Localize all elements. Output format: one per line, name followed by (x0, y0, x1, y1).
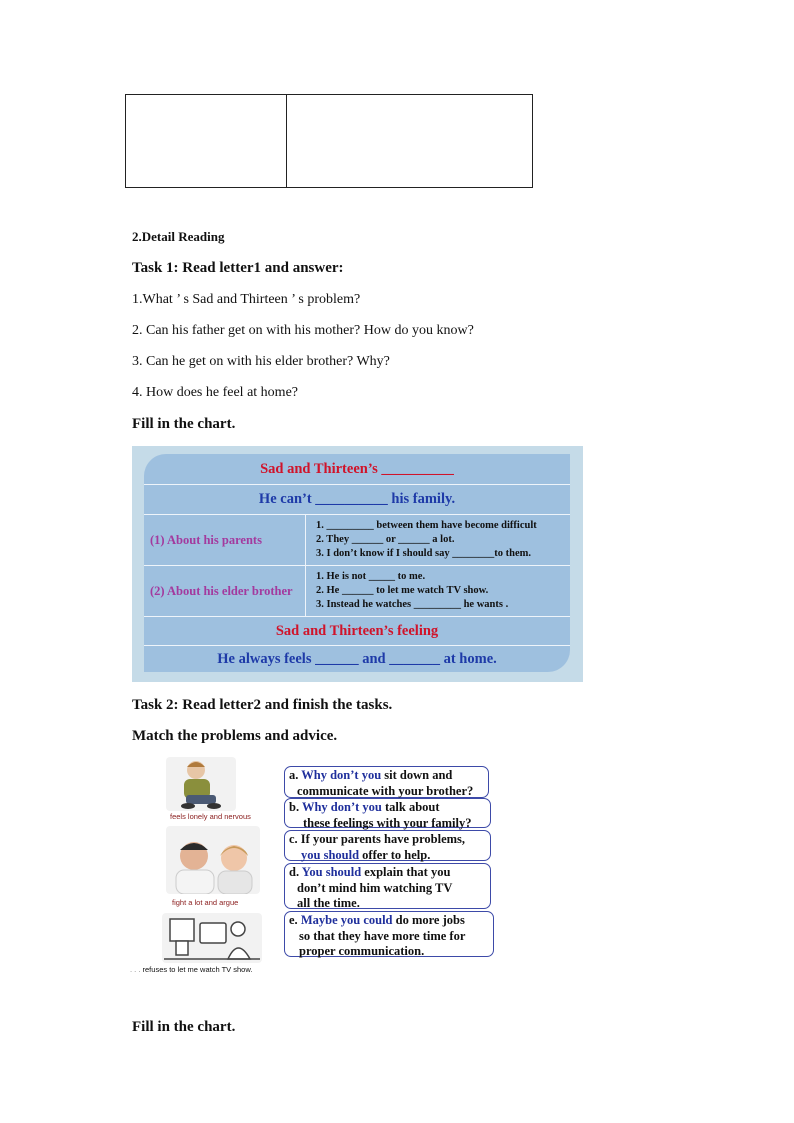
advice-c[interactable] (284, 830, 491, 861)
match-label: Match the problems and advice. (132, 728, 338, 744)
brother-line-2: 2. He ______ to let me watch TV show. (316, 585, 489, 596)
advice-e-prefix: e. (289, 913, 301, 927)
problem-chart (132, 446, 583, 682)
advice-c-keyword: you should (301, 847, 360, 862)
advice-e-rest: do more jobs (392, 913, 465, 927)
advice-d-line3: all the time. (297, 896, 360, 910)
advice-e[interactable] (284, 911, 494, 957)
advice-b-rest: talk about (381, 800, 440, 814)
advice-c-prefix: c. If your parents have problems, (289, 832, 466, 846)
brother-line-3: 3. Instead he watches _________ he wants . (316, 599, 509, 610)
arguing-parents-image (166, 826, 260, 894)
empty-table (125, 94, 533, 188)
chart-row-parents (144, 515, 570, 566)
question-3: 3. Can he get on with his elder brother? Why? (132, 354, 390, 369)
advice-d-line2: don’t mind him watching TV (297, 880, 453, 895)
advice-d[interactable] (284, 863, 491, 909)
caption-argue: fight a lot and argue (172, 898, 239, 907)
problem-chart-panel (144, 454, 570, 672)
advice-e-keyword: Maybe you could (300, 913, 393, 927)
parents-label: (1) About his parents (144, 515, 306, 565)
advice-b-prefix: b. (289, 800, 302, 814)
advice-b-keyword: Why don’t you (301, 800, 382, 814)
chart-row-feels: He always feels ______ and _______ at home. (217, 650, 497, 667)
brother-label: (2) About his elder brother (144, 566, 306, 616)
caption-lonely: feels lonely and nervous (170, 812, 251, 821)
advice-d-keyword: You should (301, 865, 362, 879)
parents-line-3: 3. I don’t know if I should say ________to them. (316, 548, 531, 559)
advice-a-keyword: Why don’t you (301, 768, 382, 782)
advice-c-rest: offer to help. (359, 847, 431, 862)
question-4: 4. How does he feel at home? (132, 385, 298, 400)
tv-image (162, 913, 262, 963)
caption-tv-text: refuses to let me watch TV show. (142, 965, 253, 974)
chart-row-brother (144, 566, 570, 617)
brother-details (308, 566, 570, 616)
lonely-boy-image (166, 757, 236, 811)
advice-a-prefix: a. (289, 768, 302, 782)
tv-icon (162, 913, 262, 963)
fill-chart-bottom: Fill in the chart. (132, 1019, 236, 1035)
advice-a[interactable] (284, 766, 489, 798)
arguing-parents-icon (166, 826, 260, 894)
section-heading: 2.Detail Reading (132, 229, 225, 244)
advice-a-line2: communicate with your brother? (297, 783, 474, 798)
lonely-boy-icon (166, 757, 236, 811)
chart-row-problem: Sad and Thirteen’s __________ (144, 454, 570, 485)
caption-tv-dots: . . . (130, 965, 143, 974)
question-1: 1.What ’ s Sad and Thirteen ’ s problem? (132, 292, 361, 307)
advice-e-line2: so that they have more time for (299, 928, 466, 943)
parents-details (308, 515, 570, 565)
chart-row-feeling: Sad and Thirteen’s feeling (144, 617, 570, 646)
chart-row-cant: He can’t __________ his family. (144, 485, 570, 515)
caption-tv (130, 965, 252, 974)
task2-title: Task 2: Read letter2 and finish the tasks. (132, 697, 393, 713)
parents-line-1: 1. _________ between them have become difficult (316, 520, 537, 531)
question-2: 2. Can his father get on with his mother? How do you know? (132, 323, 474, 338)
advice-e-line3: proper communication. (299, 944, 425, 958)
advice-d-rest: explain that you (361, 865, 451, 879)
parents-line-2: 2. They ______ or ______ a lot. (316, 534, 455, 545)
advice-b[interactable] (284, 798, 491, 828)
task1-title: Task 1: Read letter1 and answer: (132, 260, 344, 276)
brother-line-1: 1. He is not _____ to me. (316, 571, 426, 582)
advice-b-line2: these feelings with your family? (303, 815, 472, 830)
fill-chart-label: Fill in the chart. (132, 416, 236, 432)
advice-a-rest: sit down and (381, 768, 453, 782)
advice-d-prefix: d. (289, 865, 302, 879)
table-divider (286, 95, 287, 187)
